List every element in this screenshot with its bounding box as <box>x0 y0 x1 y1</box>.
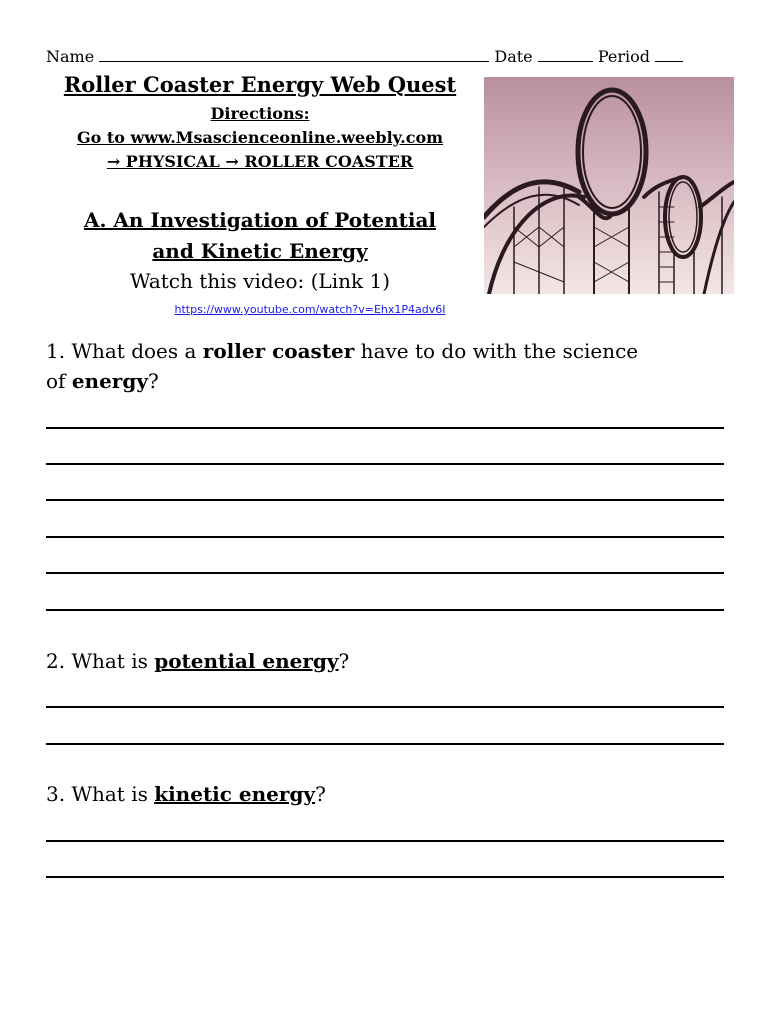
question-2-end: ? <box>338 649 350 673</box>
question-1-text-c: of <box>46 369 72 393</box>
date-label: Date <box>494 47 533 66</box>
question-2-term: potential energy <box>154 649 339 673</box>
question-1-term-energy: energy <box>71 369 148 393</box>
video-link[interactable]: https://www.youtube.com/watch?v=Ehx1P4adv6I <box>174 303 446 316</box>
student-info-header <box>46 47 726 66</box>
directions-url-line: Go to www.Msascienceonline.weebly.com <box>76 128 444 147</box>
question-1-end: ? <box>147 369 159 393</box>
answer-line[interactable] <box>46 572 724 574</box>
answer-line[interactable] <box>46 840 724 842</box>
question-3-end: ? <box>315 782 326 806</box>
directions-path-line: → PHYSICAL → ROLLER COASTER <box>106 152 414 171</box>
answer-line[interactable] <box>46 706 724 708</box>
answer-line[interactable] <box>46 743 724 745</box>
answer-line[interactable] <box>46 536 724 538</box>
question-1-text-b: have to do with the science <box>354 339 639 363</box>
question-2-text: 2. What is <box>46 649 155 673</box>
answer-line[interactable] <box>46 876 724 878</box>
section-title <box>40 205 480 267</box>
name-blank[interactable] <box>99 47 489 62</box>
question-1 <box>46 336 736 396</box>
answer-line[interactable] <box>46 427 724 429</box>
answer-line[interactable] <box>46 499 724 501</box>
directions-block <box>40 102 480 174</box>
directions-label: Directions: <box>210 104 310 123</box>
answer-line[interactable] <box>46 609 724 611</box>
question-3-text: 3. What is <box>46 782 155 806</box>
period-label: Period <box>597 47 650 66</box>
name-label: Name <box>46 47 95 66</box>
question-3-term: kinetic energy <box>154 782 316 806</box>
period-blank[interactable] <box>655 47 683 62</box>
section-title-line1: A. An Investigation of Potential <box>83 208 437 232</box>
watch-video-text: Watch this video: (Link 1) <box>130 269 390 293</box>
page-title: Roller Coaster Energy Web Quest <box>63 72 457 97</box>
question-2 <box>46 646 736 676</box>
date-blank[interactable] <box>538 47 593 62</box>
answer-line[interactable] <box>46 463 724 465</box>
section-title-line2: and Kinetic Energy <box>152 239 368 263</box>
roller-coaster-photo <box>484 77 734 294</box>
question-1-term-roller-coaster: roller coaster <box>202 339 355 363</box>
question-1-text-a: 1. What does a <box>46 339 203 363</box>
question-3 <box>46 779 736 809</box>
